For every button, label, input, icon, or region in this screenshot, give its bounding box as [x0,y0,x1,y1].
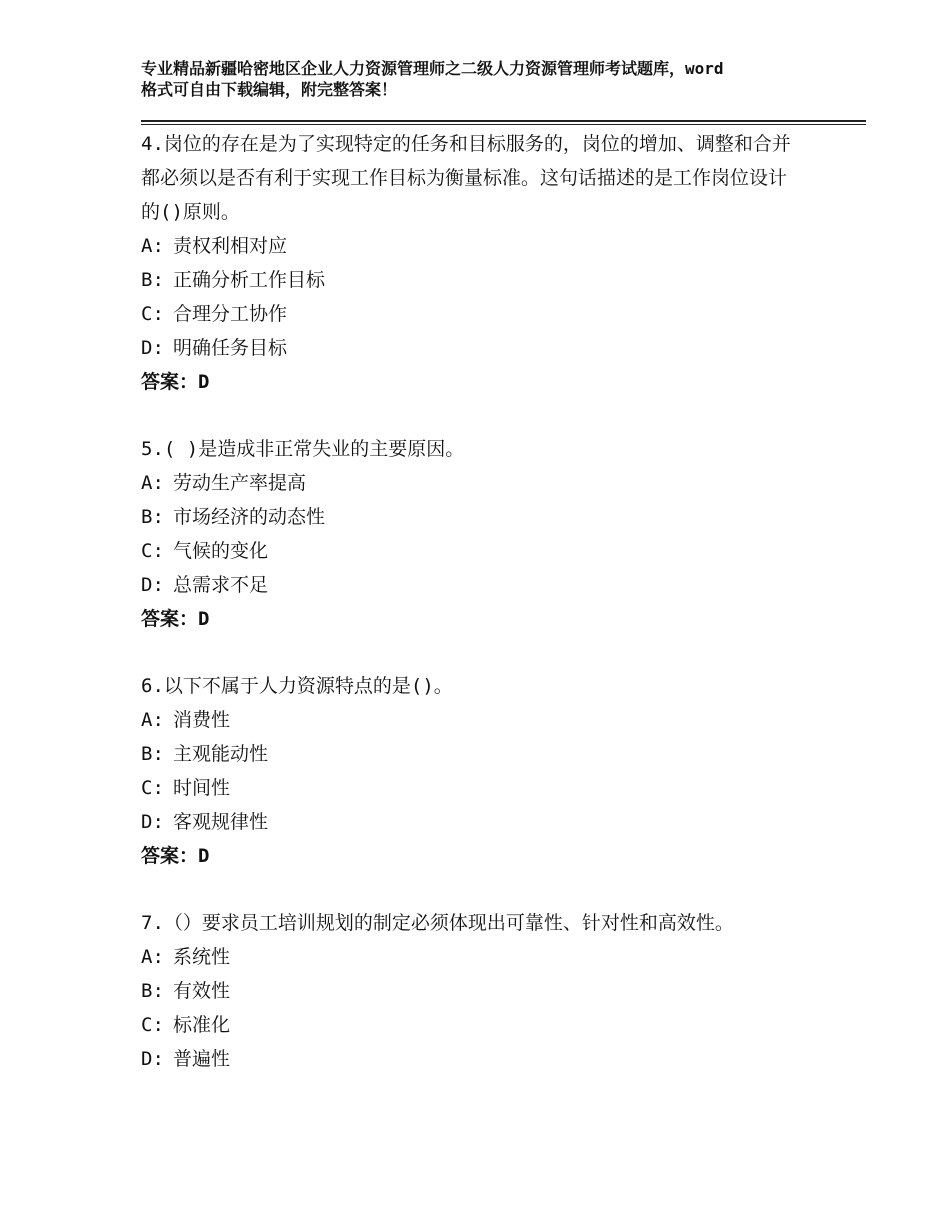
option-d [141,331,841,365]
option-letter: A: [141,709,164,731]
answer-line: 答案：D [141,608,210,630]
option-d [141,805,841,839]
option-text: 客观规律性 [173,811,269,833]
option-d [141,568,841,602]
option-letter: A: [141,946,164,968]
option-b [141,263,841,297]
option-letter: B: [141,269,164,291]
option-letter: D: [141,811,164,833]
option-letter: C: [141,1014,164,1036]
question-5 [141,432,841,636]
header-line-2: 格式可自由下载编辑，附完整答案！ [141,80,398,99]
option-letter: B: [141,980,164,1002]
option-text: 消费性 [173,709,231,731]
option-text: 主观能动性 [173,743,269,765]
option-d [141,1042,841,1076]
option-letter: B: [141,743,164,765]
option-a [141,703,841,737]
option-letter: C: [141,777,164,799]
option-letter: A: [141,472,164,494]
option-letter: C: [141,540,164,562]
option-b [141,974,841,1008]
option-text: 正确分析工作目标 [173,269,326,291]
option-letter: D: [141,337,164,359]
question-text: 6.以下不属于人力资源特点的是()。 [141,675,453,697]
option-c [141,771,841,805]
question-4 [141,127,841,399]
option-text: 劳动生产率提高 [173,472,307,494]
question-7 [141,906,841,1076]
option-text: 普遍性 [173,1048,231,1070]
question-text: 4.岗位的存在是为了实现特定的任务和目标服务的，岗位的增加、调整和合并都必须以是否有利于实现工作目标为衡量标准。这句话描述的是工作岗位设计的()原则。 [141,133,791,223]
answer-line: 答案：D [141,371,210,393]
question-text: 7.（）要求员工培训规划的制定必须体现出可靠性、针对性和高效性。 [141,912,734,934]
header-rule-thick [141,120,866,122]
option-text: 标准化 [173,1014,231,1036]
option-letter: A: [141,235,164,257]
option-letter: D: [141,574,164,596]
question-6 [141,669,841,873]
option-text: 有效性 [173,980,231,1002]
option-text: 责权利相对应 [173,235,288,257]
option-a [141,940,841,974]
option-text: 市场经济的动态性 [173,506,326,528]
option-text: 明确任务目标 [173,337,288,359]
header-rule-thin [141,124,866,125]
option-b [141,500,841,534]
option-c [141,1008,841,1042]
option-c [141,297,841,331]
option-letter: B: [141,506,164,528]
option-a [141,229,841,263]
answer-line: 答案：D [141,845,210,867]
header-line-1: 专业精品新疆哈密地区企业人力资源管理师之二级人力资源管理师考试题库，word [141,59,724,78]
option-letter: C: [141,303,164,325]
question-text: 5.( )是造成非正常失业的主要原因。 [141,438,465,460]
option-text: 合理分工协作 [173,303,288,325]
option-text: 总需求不足 [173,574,269,596]
option-text: 气候的变化 [173,540,269,562]
question-list [141,127,841,1109]
document-header [141,58,831,100]
option-a [141,466,841,500]
option-letter: D: [141,1048,164,1070]
option-text: 时间性 [173,777,231,799]
option-text: 系统性 [173,946,231,968]
option-c [141,534,841,568]
option-b [141,737,841,771]
